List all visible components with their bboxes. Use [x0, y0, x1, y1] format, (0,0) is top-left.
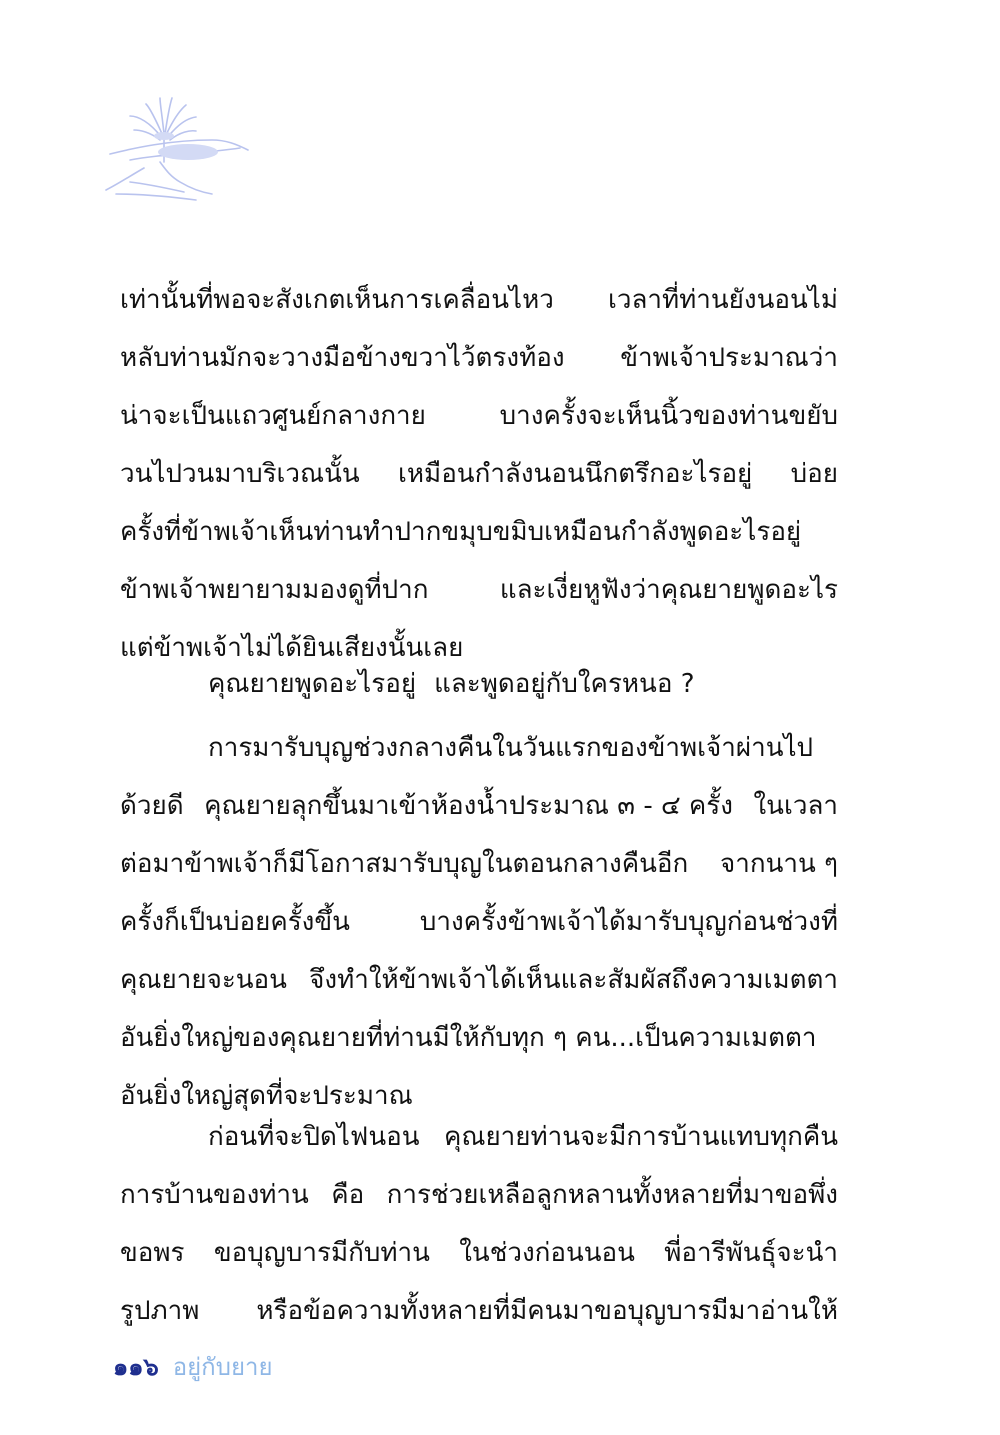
text-segment: น่าจะเป็นแถวศูนย์กลางกาย — [120, 401, 426, 431]
text-segment: จากนาน ๆ — [720, 849, 838, 879]
text-line — [120, 561, 838, 619]
text-segment: รูปภาพ — [120, 1296, 200, 1326]
text-line — [120, 1108, 838, 1166]
text-line — [120, 503, 838, 561]
text-line — [120, 777, 838, 835]
text-line — [120, 329, 838, 387]
text-line — [120, 387, 838, 445]
text-line — [120, 1224, 838, 1282]
text-segment: เท่านั้นที่พอจะสังเกตเห็นการเคลื่อนไหว — [120, 285, 554, 315]
paragraph-1 — [120, 271, 838, 677]
text-segment: หลับท่านมักจะวางมือข้างขวาไว้ตรงท้อง — [120, 343, 565, 373]
text-segment: อันยิ่งใหญ่ของคุณยายที่ท่านมีให้กับทุก ๆ คน...เป็นความเมตตา — [120, 1023, 817, 1053]
paragraph-question — [120, 655, 838, 713]
text-segment: แต่ข้าพเจ้าไม่ได้ยินเสียงนั้นเลย — [120, 633, 464, 663]
text-segment: ในเวลา — [753, 791, 838, 821]
text-segment: ขอบุญบารมีกับท่าน — [213, 1238, 430, 1268]
text-line — [120, 719, 838, 777]
text-segment: ครั้งที่ข้าพเจ้าเห็นท่านทำปากขมุบขมิบเหมือนกำลังพูดอะไรอยู่ — [120, 517, 802, 547]
text-segment: คุณยายพูดอะไรอยู่ — [208, 669, 417, 699]
text-segment: ครั้งก็เป็นบ่อยครั้งขึ้น — [120, 907, 350, 937]
text-segment: การบ้านของท่าน — [120, 1180, 309, 1210]
text-line — [120, 655, 838, 713]
text-segment: เวลาที่ท่านยังนอนไม่ — [608, 285, 838, 315]
text-segment: บ่อย — [790, 459, 838, 489]
text-segment: ข้าพเจ้าประมาณว่า — [620, 343, 838, 373]
text-line — [120, 445, 838, 503]
text-segment: วนไปวนมาบริเวณนั้น — [120, 459, 360, 489]
text-segment: ขอพร — [120, 1238, 185, 1268]
text-segment: บางครั้งจะเห็นนิ้วของท่านขยับ — [499, 401, 838, 431]
text-line — [120, 271, 838, 329]
text-line — [120, 835, 838, 893]
text-segment: จึงทำให้ข้าพเจ้าได้เห็นและสัมผัสถึงความเมตตา — [309, 965, 838, 995]
text-segment: การช่วยเหลือลูกหลานทั้งหลายที่มาขอพึ่ง — [386, 1180, 838, 1210]
text-segment: บางครั้งข้าพเจ้าได้มารับบุญก่อนช่วงที่ — [419, 907, 838, 937]
text-segment: อันยิ่งใหญ่สุดที่จะประมาณ — [120, 1081, 413, 1111]
text-segment: ข้าพเจ้าพยายามมองดูที่ปาก — [120, 575, 429, 605]
text-segment: เหมือนกำลังนอนนึกตรึกอะไรอยู่ — [398, 459, 753, 489]
text-segment: ด้วยดี — [120, 791, 184, 821]
text-line — [120, 1009, 838, 1067]
text-segment: คุณยายท่านจะมีการบ้านแทบทุกคืน — [443, 1122, 838, 1152]
running-title: อยู่กับยาย — [172, 1353, 273, 1381]
text-segment: คือ — [331, 1180, 365, 1210]
text-line — [120, 1166, 838, 1224]
text-segment: หรือข้อความทั้งหลายที่มีคนมาขอบุญบารมีมาอ่านให้ — [256, 1296, 838, 1326]
text-line — [120, 951, 838, 1009]
text-segment: การมารับบุญช่วงกลางคืนในวันแรกของข้าพเจ้าผ่านไป — [208, 733, 814, 763]
page-number: ๑๑๖ — [113, 1353, 159, 1381]
page-footer — [113, 1352, 273, 1382]
text-segment: และเงี่ยหูฟังว่าคุณยายพูดอะไร — [499, 575, 838, 605]
text-segment: ก่อนที่จะปิดไฟนอน — [208, 1122, 420, 1152]
text-segment: และพูดอยู่กับใครหนอ ? — [434, 669, 695, 699]
text-line — [120, 893, 838, 951]
text-segment: คุณยายจะนอน — [120, 965, 287, 995]
text-segment: คุณยายลุกขึ้นมาเข้าห้องน้ำประมาณ ๓ - ๔ ครั้ง — [204, 791, 733, 821]
text-segment: พี่อารีพันธุ์จะนำ — [664, 1238, 838, 1268]
lotus-ornament-icon — [100, 92, 250, 207]
text-line — [120, 1282, 838, 1340]
paragraph-3 — [120, 1108, 838, 1340]
paragraph-2 — [120, 719, 838, 1125]
text-segment: ต่อมาข้าพเจ้าก็มีโอกาสมารับบุญในตอนกลางคืนอีก — [120, 849, 689, 879]
text-segment: ในช่วงก่อนนอน — [459, 1238, 635, 1268]
